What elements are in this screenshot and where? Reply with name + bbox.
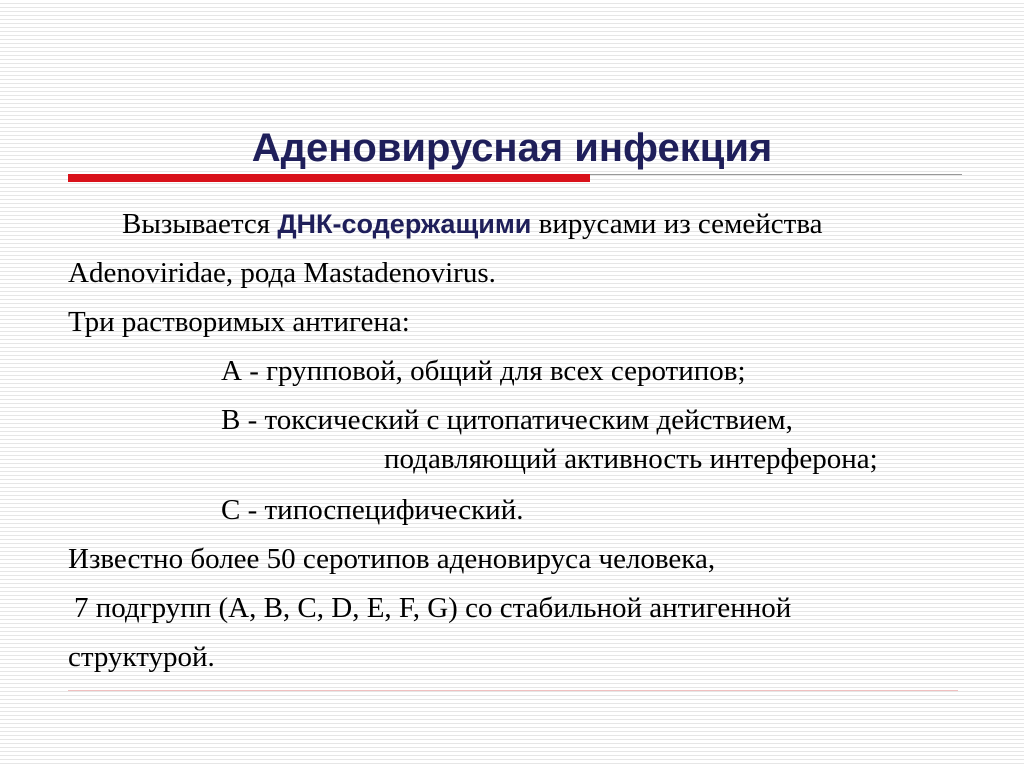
family-line: Adenoviridae, рода Mastadenovirus. — [68, 257, 496, 289]
structure-line: структурой. — [68, 641, 215, 673]
intro-line — [68, 200, 988, 249]
slide-title: Аденовирусная инфекция — [251, 126, 773, 170]
antigen-b-continued: подавляющий активность интерферона; — [384, 443, 878, 475]
serotypes-line: Известно более 50 серотипов аденовируса человека, — [68, 543, 716, 575]
slide-body — [68, 200, 988, 682]
bottom-divider — [68, 690, 958, 691]
subgroups-line: 7 подгрупп (A, B, C, D, E, F, G) со стабильной антигенной — [74, 592, 792, 624]
antigen-b: В - токсический с цитопатическим действием, — [221, 404, 793, 436]
title-underline-accent — [68, 174, 590, 182]
antigen-c: С - типоспецифический. — [221, 494, 524, 526]
intro-text-post: вирусами из семейства — [531, 208, 823, 240]
title-underline-thin — [590, 174, 962, 175]
antigen-a: А - групповой, общий для всех серотипов; — [221, 355, 746, 387]
intro-text-pre: Вызывается — [122, 208, 278, 240]
intro-emphasis: ДНК-содержащими — [277, 209, 532, 239]
antigens-heading: Три растворимых антигена: — [68, 306, 410, 338]
